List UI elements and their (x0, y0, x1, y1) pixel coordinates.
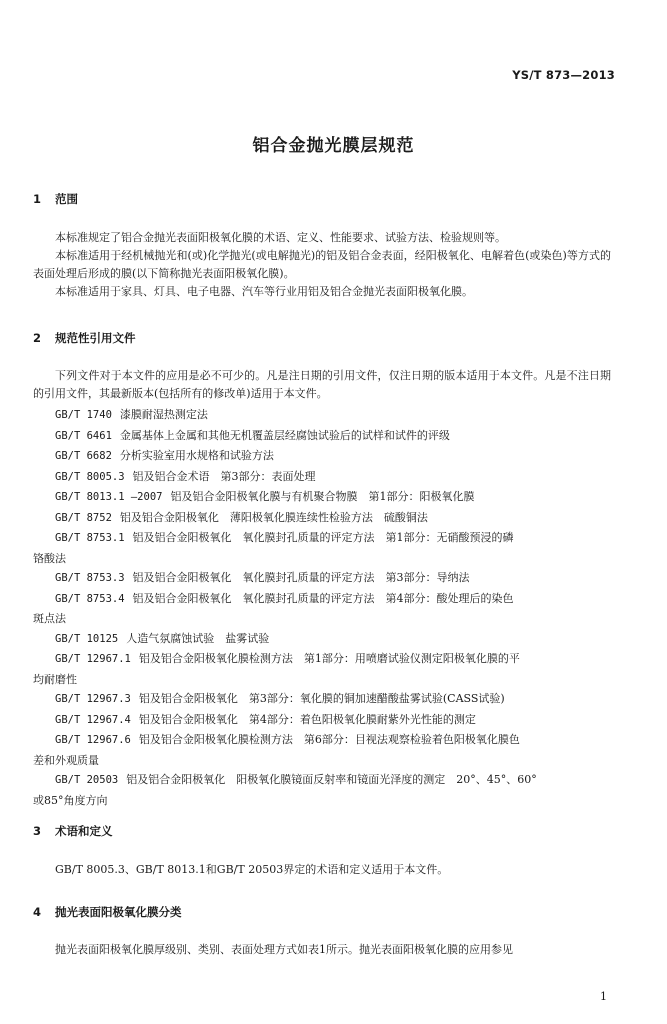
reference-title: 分析实验室用水规格和试验方法 (119, 449, 274, 462)
paragraph: 本标准适用于家具、灯具、电子电器、汽车等行业用铝及铝合金抛光表面阳极氧化膜。 (55, 285, 473, 298)
reference-title: 铝及铝合金阳极氧化膜与有机聚合物膜 第1部分：阳极氧化膜 (170, 490, 475, 503)
section-1-heading (33, 191, 78, 207)
section-2-intro (33, 367, 611, 403)
reference-title: 铝及铝合金阳极氧化膜检测方法 第1部分：用喷磨试验仪测定阳极氧化膜的平 (138, 652, 520, 665)
section-1-body (33, 229, 611, 301)
reference-item (33, 467, 613, 488)
reference-title: 漆膜耐湿热测定法 (119, 408, 208, 421)
section-number: 2 (33, 331, 42, 345)
reference-code: GB/T 12967.1 (55, 653, 131, 665)
reference-title: 铝及铝合金阳极氧化 第4部分：着色阳极氧化膜耐紫外光性能的测定 (138, 712, 476, 726)
reference-code: GB/T 8005.3 (55, 470, 125, 483)
reference-item (33, 770, 613, 810)
document-title: 铝合金抛光膜层规范 (252, 136, 415, 156)
reference-title: 铝及铝合金阳极氧化 第3部分：氧化膜的铜加速醋酸盐雾试验(CASS试验) (138, 692, 505, 705)
paragraph: GB/T 8005.3、GB/T 8013.1和GB/T 20503界定的术语和定义适用于本文件。 (55, 863, 449, 876)
section-title: 规范性引用文件 (55, 331, 136, 345)
reference-code: GB/T 8753.1 (55, 532, 125, 544)
reference-code: GB/T 6682 (55, 450, 112, 462)
reference-title-continuation: 均耐磨性 (33, 672, 77, 686)
paragraph: 下列文件对于本文件的应用是必不可少的。凡是注日期的引用文件，仅注日期的版本适用于本文件。凡是不注日期的引用文件，其最新版本(包括所有的修改单)适用于本文件。 (33, 369, 611, 400)
reference-title: 铝及铝合金阳极氧化 阳极氧化膜镜面反射率和镜面光泽度的测定 20°、45°、60° (126, 773, 537, 786)
reference-title: 铝及铝合金阳极氧化膜检测方法 第6部分：目视法观察检验着色阳极氧化膜色 (138, 733, 520, 746)
reference-title: 铝及铝合金术语 第3部分：表面处理 (132, 469, 316, 483)
reference-item (33, 426, 613, 447)
reference-code: GB/T 6461 (55, 429, 112, 442)
section-title: 抛光表面阳极氧化膜分类 (55, 905, 182, 919)
section-2-heading (33, 330, 136, 346)
section-title: 范围 (55, 192, 79, 206)
standard-code: YS/T 873—2013 (512, 68, 615, 82)
reference-item (33, 629, 613, 650)
paragraph: 本标准规定了铝合金抛光表面阳极氧化膜的术语、定义、性能要求、试验方法、检验规则等。 (55, 231, 506, 244)
reference-code: GB/T 8013.1 —2007 (55, 491, 163, 503)
reference-item (33, 487, 613, 508)
reference-code: GB/T 12967.6 (55, 734, 131, 746)
reference-item (33, 528, 613, 568)
reference-title-continuation: 差和外观质量 (33, 753, 99, 767)
section-3-heading (33, 823, 113, 839)
section-number: 3 (33, 824, 42, 838)
reference-code: GB/T 8753.4 (55, 592, 125, 605)
reference-item (33, 446, 613, 467)
normative-references-list (33, 405, 613, 810)
reference-code: GB/T 12967.3 (55, 693, 131, 705)
reference-item (33, 689, 613, 710)
section-number: 1 (33, 192, 42, 206)
reference-title: 人造气氛腐蚀试验 盐雾试验 (126, 631, 270, 645)
reference-item (33, 710, 613, 731)
reference-title-continuation: 斑点法 (33, 612, 66, 625)
section-4-body (33, 941, 611, 959)
section-number: 4 (33, 905, 42, 919)
reference-title-continuation: 铬酸法 (33, 551, 66, 565)
reference-code: GB/T 8752 (55, 511, 112, 524)
reference-code: GB/T 8753.3 (55, 572, 125, 584)
reference-item (33, 508, 613, 529)
reference-item (33, 568, 613, 589)
reference-code: GB/T 20503 (55, 774, 119, 786)
reference-item (33, 405, 613, 426)
section-4-heading (33, 904, 182, 920)
reference-title-continuation: 或85°角度方向 (33, 793, 108, 807)
paragraph: 本标准适用于经机械抛光和(或)化学抛光(或电解抛光)的铝及铝合金表面，经阳极氧化、电解着色(或染色)等方式的表面处理后形成的膜(以下简称抛光表面阳极氧化膜)。 (33, 249, 611, 280)
reference-title: 铝及铝合金阳极氧化 氧化膜封孔质量的评定方法 第4部分：酸处理后的染色 (132, 591, 514, 605)
reference-code: GB/T 10125 (55, 632, 119, 645)
section-3-body (33, 861, 611, 879)
reference-code: GB/T 1740 (55, 409, 112, 421)
paragraph: 抛光表面阳极氧化膜厚级别、类别、表面处理方式如表1所示。抛光表面阳极氧化膜的应用参见 (55, 943, 513, 956)
reference-item (33, 649, 613, 689)
reference-code: GB/T 12967.4 (55, 713, 131, 726)
reference-title: 金属基体上金属和其他无机覆盖层经腐蚀试验后的试样和试件的评级 (119, 428, 450, 442)
page-number: 1 (600, 990, 607, 1003)
reference-item (33, 589, 613, 629)
reference-item (33, 730, 613, 770)
reference-title: 铝及铝合金阳极氧化 氧化膜封孔质量的评定方法 第3部分：导纳法 (132, 571, 470, 584)
reference-title: 铝及铝合金阳极氧化 薄阳极氧化膜连续性检验方法 硫酸铜法 (119, 510, 428, 524)
section-title: 术语和定义 (55, 824, 113, 838)
reference-title: 铝及铝合金阳极氧化 氧化膜封孔质量的评定方法 第1部分：无硝酸预浸的磷 (132, 531, 514, 544)
